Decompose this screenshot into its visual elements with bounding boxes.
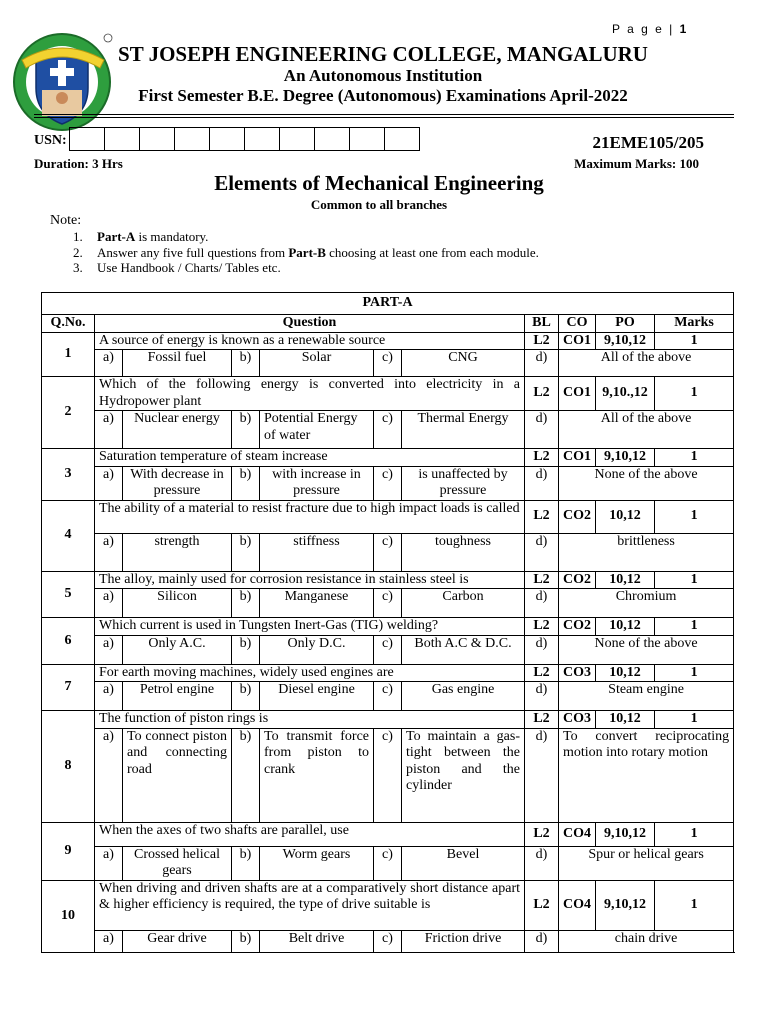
notes-list	[73, 229, 539, 276]
option-label-c: c)	[374, 635, 402, 664]
note-item: 2. Answer any five full questions from Part-B choosing at least one from each module.	[73, 244, 539, 260]
option-d: brittleness	[559, 533, 734, 571]
option-a: With decrease in pressure	[123, 466, 232, 500]
question-po: 9,10,12	[596, 880, 655, 930]
subject-title: Elements of Mechanical Engineering	[214, 171, 544, 195]
question-bl: L2	[525, 822, 559, 846]
option-b: Belt drive	[260, 930, 374, 952]
option-label-c: c)	[374, 728, 402, 822]
option-label-d: d)	[525, 728, 559, 822]
question-marks: 1	[655, 449, 734, 467]
col-header-marks: Marks	[655, 315, 734, 333]
part-a-table-body	[42, 293, 734, 953]
college-logo	[12, 30, 116, 140]
question-co: CO2	[559, 571, 596, 589]
option-label-a: a)	[95, 589, 123, 618]
question-po: 10,12	[596, 500, 655, 533]
option-a: strength	[123, 533, 232, 571]
option-d: All of the above	[559, 411, 734, 449]
option-b: Worm gears	[260, 846, 374, 880]
option-label-b: b)	[232, 728, 260, 822]
option-a: Gear drive	[123, 930, 232, 952]
option-c: Thermal Energy	[402, 411, 525, 449]
question-marks: 1	[655, 880, 734, 930]
option-label-c: c)	[374, 466, 402, 500]
question-co: CO3	[559, 664, 596, 682]
question-text: The alloy, mainly used for corrosion resistance in stainless steel is	[95, 571, 525, 589]
page-number-value: 1	[679, 22, 687, 36]
usn-box[interactable]	[174, 127, 210, 151]
option-b: To transmit force from piston to crank	[260, 728, 374, 822]
option-a: Crossed helical gears	[123, 846, 232, 880]
options-row	[42, 930, 734, 952]
option-label-a: a)	[95, 350, 123, 377]
question-co: CO1	[559, 332, 596, 350]
question-number: 7	[42, 664, 95, 711]
question-text: The function of piston rings is	[95, 711, 525, 729]
usn-box[interactable]	[314, 127, 350, 151]
option-c: Both A.C & D.C.	[402, 635, 525, 664]
usn-box[interactable]	[209, 127, 245, 151]
usn-box[interactable]	[139, 127, 175, 151]
option-c: Gas engine	[402, 682, 525, 711]
course-code: 21EME105/205	[592, 133, 704, 152]
question-text: The ability of a material to resist fracture due to high impact loads is called	[95, 500, 525, 533]
option-d: None of the above	[559, 466, 734, 500]
usn-label: USN:	[34, 133, 67, 148]
option-b: Diesel engine	[260, 682, 374, 711]
question-row	[42, 332, 734, 350]
exam-title: First Semester B.E. Degree (Autonomous) Examinations April-2022	[138, 86, 628, 105]
question-text: When driving and driven shafts are at a comparatively short distance apart & higher efficiency is required, the type of drive suitable is	[95, 880, 525, 930]
option-b: Manganese	[260, 589, 374, 618]
question-number: 2	[42, 377, 95, 449]
question-bl: L2	[525, 377, 559, 411]
option-label-d: d)	[525, 930, 559, 952]
question-text: When the axes of two shafts are parallel, use	[95, 822, 525, 846]
options-row	[42, 682, 734, 711]
option-c: is unaffected by pressure	[402, 466, 525, 500]
option-label-b: b)	[232, 846, 260, 880]
options-row	[42, 533, 734, 571]
question-bl: L2	[525, 711, 559, 729]
option-label-c: c)	[374, 589, 402, 618]
question-marks: 1	[655, 377, 734, 411]
question-number: 1	[42, 332, 95, 377]
question-bl: L2	[525, 449, 559, 467]
option-label-c: c)	[374, 411, 402, 449]
header-rule-top	[34, 114, 734, 115]
option-label-b: b)	[232, 682, 260, 711]
question-bl: L2	[525, 571, 559, 589]
options-row	[42, 466, 734, 500]
note-item: 3. Use Handbook / Charts/ Tables etc.	[73, 260, 281, 275]
question-row	[42, 664, 734, 682]
question-text: Which current is used in Tungsten Inert-Gas (TIG) welding?	[95, 618, 525, 636]
question-row	[42, 571, 734, 589]
question-number: 5	[42, 571, 95, 618]
option-c: Bevel	[402, 846, 525, 880]
option-d: All of the above	[559, 350, 734, 377]
option-label-b: b)	[232, 589, 260, 618]
question-co: CO1	[559, 449, 596, 467]
question-marks: 1	[655, 618, 734, 636]
question-number: 6	[42, 618, 95, 665]
part-title: PART-A	[42, 293, 734, 315]
question-bl: L2	[525, 618, 559, 636]
question-co: CO1	[559, 377, 596, 411]
option-c: Carbon	[402, 589, 525, 618]
college-name: ST JOSEPH ENGINEERING COLLEGE, MANGALURU	[118, 42, 648, 66]
question-co: CO2	[559, 500, 596, 533]
question-row	[42, 449, 734, 467]
question-marks: 1	[655, 332, 734, 350]
option-label-a: a)	[95, 682, 123, 711]
question-row	[42, 618, 734, 636]
autonomous-line: An Autonomous Institution	[283, 66, 483, 85]
usn-box[interactable]	[349, 127, 385, 151]
question-row	[42, 822, 734, 846]
question-number: 9	[42, 822, 95, 880]
options-row	[42, 728, 734, 822]
option-label-d: d)	[525, 411, 559, 449]
option-d: To convert reciprocating motion into rotary motion	[559, 728, 734, 822]
option-label-d: d)	[525, 533, 559, 571]
option-b: with increase in pressure	[260, 466, 374, 500]
option-label-b: b)	[232, 466, 260, 500]
question-bl: L2	[525, 332, 559, 350]
usn-box[interactable]	[69, 127, 105, 151]
usn-boxes	[70, 127, 420, 151]
question-co: CO3	[559, 711, 596, 729]
option-label-a: a)	[95, 635, 123, 664]
duration: Duration: 3 Hrs	[34, 156, 123, 171]
option-a: Petrol engine	[123, 682, 232, 711]
subject-subtitle: Common to all branches	[310, 197, 448, 212]
option-b: Solar	[260, 350, 374, 377]
question-po: 10,12	[596, 711, 655, 729]
option-c: CNG	[402, 350, 525, 377]
question-po: 10,12	[596, 571, 655, 589]
option-d: Spur or helical gears	[559, 846, 734, 880]
option-c: Friction drive	[402, 930, 525, 952]
question-text: For earth moving machines, widely used engines are	[95, 664, 525, 682]
col-header-bl: BL	[525, 315, 559, 333]
question-row	[42, 711, 734, 729]
question-marks: 1	[655, 500, 734, 533]
option-label-d: d)	[525, 466, 559, 500]
usn-box[interactable]	[244, 127, 280, 151]
option-label-c: c)	[374, 350, 402, 377]
question-marks: 1	[655, 664, 734, 682]
question-po: 10,12	[596, 618, 655, 636]
option-b: Potential Energy of water	[260, 411, 374, 449]
option-label-b: b)	[232, 533, 260, 571]
option-label-c: c)	[374, 533, 402, 571]
question-po: 9,10.,12	[596, 377, 655, 411]
option-label-a: a)	[95, 411, 123, 449]
col-header-po: PO	[596, 315, 655, 333]
options-row	[42, 635, 734, 664]
question-row	[42, 500, 734, 533]
options-row	[42, 350, 734, 377]
question-marks: 1	[655, 571, 734, 589]
options-row	[42, 411, 734, 449]
option-d: None of the above	[559, 635, 734, 664]
option-label-a: a)	[95, 728, 123, 822]
option-label-c: c)	[374, 682, 402, 711]
question-bl: L2	[525, 880, 559, 930]
option-b: Only D.C.	[260, 635, 374, 664]
question-number: 3	[42, 449, 95, 501]
question-po: 9,10,12	[596, 822, 655, 846]
option-label-d: d)	[525, 589, 559, 618]
option-a: To connect piston and connecting road	[123, 728, 232, 822]
option-label-b: b)	[232, 350, 260, 377]
option-label-a: a)	[95, 533, 123, 571]
question-po: 9,10,12	[596, 449, 655, 467]
option-label-b: b)	[232, 930, 260, 952]
question-number: 10	[42, 880, 95, 952]
option-label-b: b)	[232, 411, 260, 449]
question-po: 10,12	[596, 664, 655, 682]
question-co: CO4	[559, 822, 596, 846]
option-label-c: c)	[374, 930, 402, 952]
question-co: CO2	[559, 618, 596, 636]
question-text: Which of the following energy is converted into electricity in a Hydropower plant	[95, 377, 525, 411]
option-label-a: a)	[95, 930, 123, 952]
option-a: Silicon	[123, 589, 232, 618]
col-header-co: CO	[559, 315, 596, 333]
question-marks: 1	[655, 711, 734, 729]
usn-box[interactable]	[279, 127, 315, 151]
usn-box[interactable]	[384, 127, 420, 151]
page-number	[612, 22, 686, 36]
question-bl: L2	[525, 500, 559, 533]
option-a: Only A.C.	[123, 635, 232, 664]
question-row	[42, 377, 734, 411]
option-label-d: d)	[525, 635, 559, 664]
usn-box[interactable]	[104, 127, 140, 151]
question-marks: 1	[655, 822, 734, 846]
option-label-c: c)	[374, 846, 402, 880]
option-label-d: d)	[525, 350, 559, 377]
col-header-question: Question	[95, 315, 525, 333]
note-title: Note:	[50, 213, 82, 228]
option-label-b: b)	[232, 635, 260, 664]
part-a-table	[41, 292, 734, 953]
option-a: Fossil fuel	[123, 350, 232, 377]
option-b: stiffness	[260, 533, 374, 571]
option-a: Nuclear energy	[123, 411, 232, 449]
question-bl: L2	[525, 664, 559, 682]
option-c: toughness	[402, 533, 525, 571]
header-rule-bottom	[34, 117, 734, 118]
question-row	[42, 880, 734, 930]
question-text: A source of energy is known as a renewable source	[95, 332, 525, 350]
question-co: CO4	[559, 880, 596, 930]
maximum-marks: Maximum Marks: 100	[574, 156, 699, 171]
question-po: 9,10,12	[596, 332, 655, 350]
option-label-a: a)	[95, 846, 123, 880]
col-header-qno: Q.No.	[42, 315, 95, 333]
question-number: 8	[42, 711, 95, 823]
option-c: To maintain a gas-tight between the piston and the cylinder	[402, 728, 525, 822]
question-number: 4	[42, 500, 95, 571]
question-text: Saturation temperature of steam increase	[95, 449, 525, 467]
option-label-a: a)	[95, 466, 123, 500]
option-d: chain drive	[559, 930, 734, 952]
options-row	[42, 846, 734, 880]
option-label-d: d)	[525, 846, 559, 880]
option-label-d: d)	[525, 682, 559, 711]
note-item: 1. Part-A is mandatory.	[73, 229, 209, 244]
option-d: Chromium	[559, 589, 734, 618]
options-row	[42, 589, 734, 618]
option-d: Steam engine	[559, 682, 734, 711]
page-label: P a g e |	[612, 22, 675, 36]
